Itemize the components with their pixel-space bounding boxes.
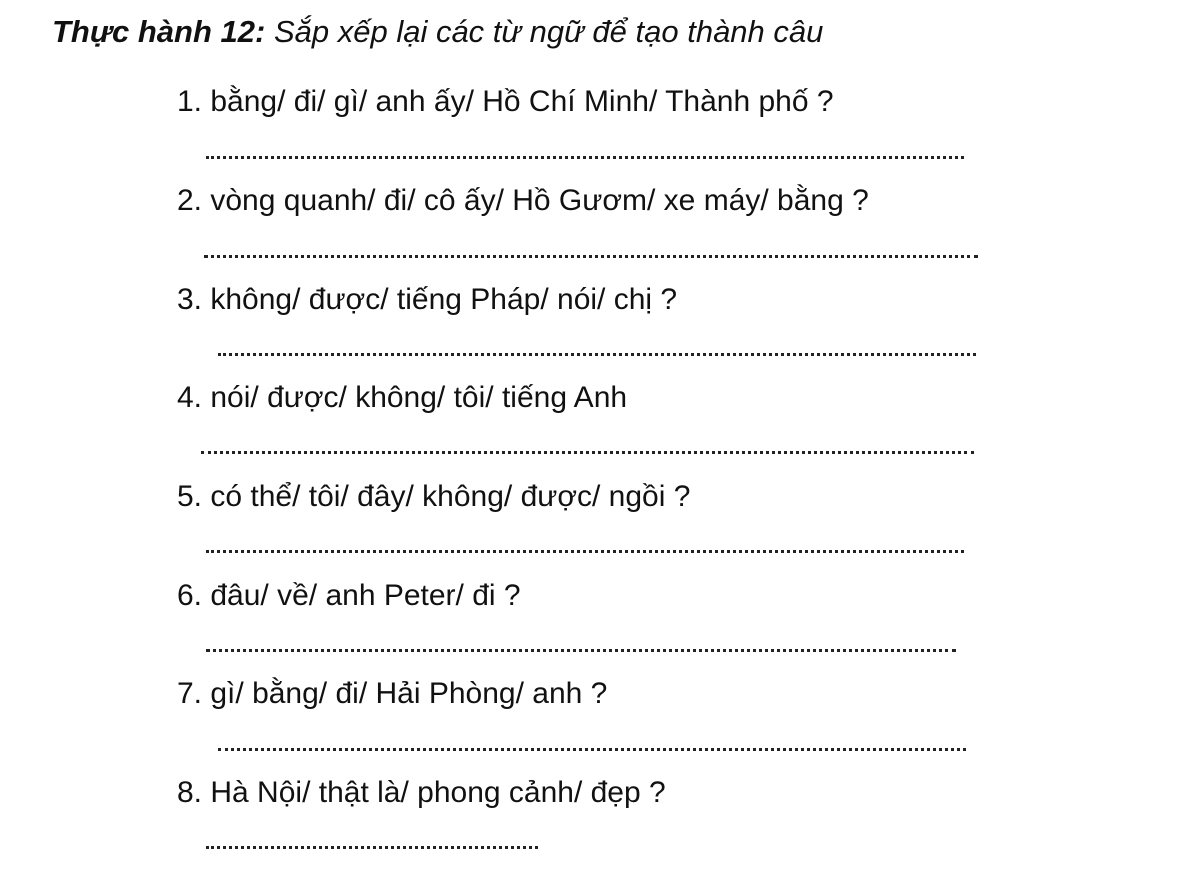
question-number: 7.	[177, 677, 203, 710]
exercise-label: Thực hành 12:	[52, 14, 266, 49]
exercise-title	[52, 12, 823, 52]
question-2	[177, 182, 869, 220]
question-5	[177, 478, 690, 516]
question-text: không/ được/ tiếng Pháp/ nói/ chị ?	[210, 283, 678, 316]
question-text: có thể/ tôi/ đây/ không/ được/ ngồi ?	[210, 480, 691, 513]
question-3	[177, 281, 677, 319]
answer-line-4[interactable]	[201, 451, 974, 454]
question-4	[177, 379, 627, 417]
question-text: nói/ được/ không/ tôi/ tiếng Anh	[210, 381, 628, 414]
question-number: 6.	[177, 579, 203, 612]
question-number: 5.	[177, 480, 203, 513]
question-text: gì/ bằng/ đi/ Hải Phòng/ anh ?	[210, 677, 608, 710]
answer-line-2[interactable]	[204, 255, 978, 258]
question-number: 1.	[177, 85, 203, 118]
answer-line-5[interactable]	[206, 550, 964, 553]
answer-line-7[interactable]	[218, 748, 966, 751]
question-1	[177, 83, 834, 121]
answer-line-3[interactable]	[218, 353, 976, 356]
question-number: 2.	[177, 184, 203, 217]
question-text: Hà Nội/ thật là/ phong cảnh/ đẹp ?	[210, 776, 666, 809]
question-8	[177, 774, 666, 812]
answer-line-6[interactable]	[206, 649, 956, 652]
question-6	[177, 577, 521, 615]
question-text: đâu/ về/ anh Peter/ đi ?	[210, 579, 521, 612]
question-text: vòng quanh/ đi/ cô ấy/ Hồ Gươm/ xe máy/ bằng ?	[210, 184, 869, 217]
question-number: 8.	[177, 776, 203, 809]
question-7	[177, 675, 607, 713]
answer-line-1[interactable]	[206, 156, 964, 159]
question-number: 3.	[177, 283, 203, 316]
question-text: bằng/ đi/ gì/ anh ấy/ Hồ Chí Minh/ Thành phố ?	[210, 85, 834, 118]
question-number: 4.	[177, 381, 203, 414]
answer-line-8[interactable]	[206, 846, 538, 849]
exercise-instruction: Sắp xếp lại các từ ngữ để tạo thành câu	[273, 14, 824, 49]
